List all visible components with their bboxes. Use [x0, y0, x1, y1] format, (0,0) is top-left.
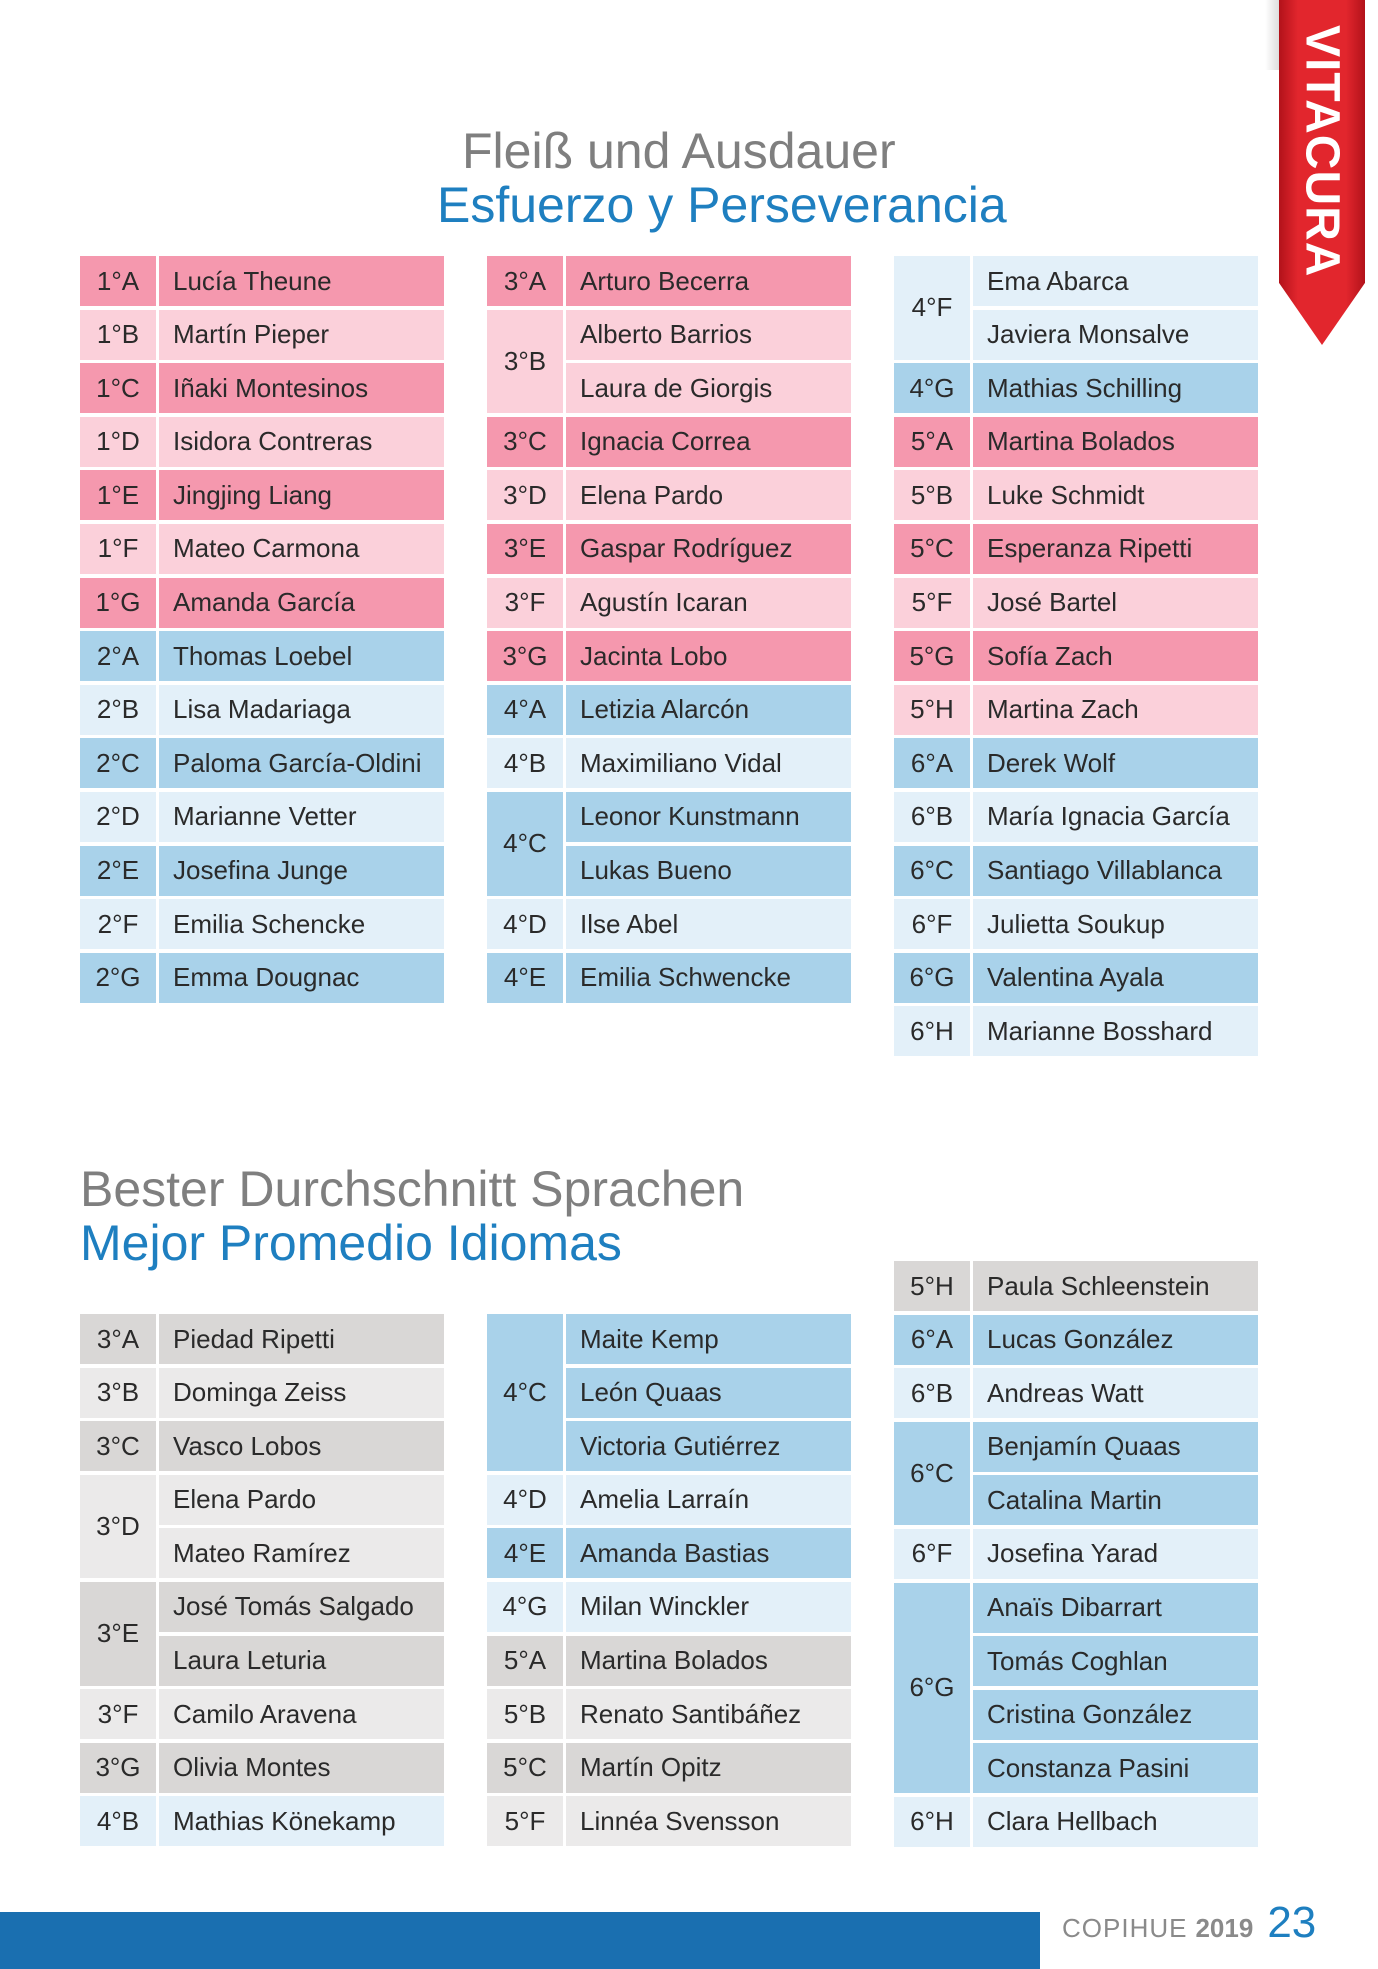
table-row: [487, 1582, 851, 1632]
table-row: [894, 578, 1258, 628]
student-name: Martín Opitz: [566, 1743, 851, 1793]
table-row: [894, 953, 1258, 1003]
class-label: 6°G: [894, 1583, 970, 1794]
section2-column-2: [487, 1314, 851, 1850]
class-label: 2°G: [80, 953, 156, 1003]
table-row: [80, 417, 444, 467]
class-label: 6°B: [894, 1368, 970, 1418]
student-name: Sofía Zach: [973, 631, 1258, 681]
class-label: 4°D: [487, 1475, 563, 1525]
section2-title-spanish: Mejor Promedio Idiomas: [80, 1215, 622, 1271]
table-row: [487, 1796, 851, 1846]
table-row: [80, 792, 444, 842]
table-row: [894, 363, 1258, 413]
class-label: 5°H: [894, 1261, 970, 1311]
student-name: Benjamín Quaas: [973, 1422, 1258, 1472]
student-name: Amanda Bastias: [566, 1528, 851, 1578]
table-row: [487, 1636, 851, 1686]
class-label: 5°H: [894, 685, 970, 735]
class-label: 3°B: [80, 1368, 156, 1418]
class-label: 1°G: [80, 578, 156, 628]
table-row: [80, 1475, 444, 1579]
table-row: [487, 1475, 851, 1525]
section1-column-3: [894, 256, 1258, 1060]
student-name: Laura Leturia: [159, 1636, 444, 1686]
table-row: [80, 1314, 444, 1364]
class-label: 6°C: [894, 846, 970, 896]
class-label: 1°C: [80, 363, 156, 413]
class-label: 2°D: [80, 792, 156, 842]
student-name: Mateo Carmona: [159, 524, 444, 574]
class-label: 2°E: [80, 846, 156, 896]
student-name: María Ignacia García: [973, 792, 1258, 842]
class-label: 3°E: [487, 524, 563, 574]
class-label: 4°C: [487, 1314, 563, 1471]
student-name: Victoria Gutiérrez: [566, 1421, 851, 1471]
student-name: Linnéa Svensson: [566, 1796, 851, 1846]
table-row: [80, 363, 444, 413]
class-label: 1°E: [80, 470, 156, 520]
student-name: Josefina Junge: [159, 846, 444, 896]
table-row: [894, 1529, 1258, 1579]
student-name: Amanda García: [159, 578, 444, 628]
student-name: Maximiliano Vidal: [566, 738, 851, 788]
student-name: Renato Santibáñez: [566, 1689, 851, 1739]
class-label: 3°F: [80, 1689, 156, 1739]
class-label: 2°C: [80, 738, 156, 788]
class-label: 3°D: [80, 1475, 156, 1579]
student-name: Marianne Bosshard: [973, 1006, 1258, 1056]
class-label: 1°A: [80, 256, 156, 306]
class-label: 4°G: [894, 363, 970, 413]
table-row: [894, 738, 1258, 788]
table-row: [80, 1368, 444, 1418]
table-row: [487, 738, 851, 788]
student-name: Valentina Ayala: [973, 953, 1258, 1003]
student-name: León Quaas: [566, 1368, 851, 1418]
table-row: [894, 1422, 1258, 1526]
student-name: Mathias Könekamp: [159, 1796, 444, 1846]
table-row: [894, 1006, 1258, 1056]
table-row: [487, 417, 851, 467]
student-name: Santiago Villablanca: [973, 846, 1258, 896]
table-row: [894, 846, 1258, 896]
class-label: 6°H: [894, 1797, 970, 1847]
table-row: [487, 899, 851, 949]
student-name: Lukas Bueno: [566, 846, 851, 896]
student-name: Leonor Kunstmann: [566, 792, 851, 842]
table-row: [894, 524, 1258, 574]
student-name: Martina Zach: [973, 685, 1258, 735]
student-name: Laura de Giorgis: [566, 363, 851, 413]
student-names: [973, 1422, 1258, 1526]
class-label: 1°F: [80, 524, 156, 574]
class-label: 3°B: [487, 310, 563, 414]
table-row: [894, 685, 1258, 735]
class-label: 2°B: [80, 685, 156, 735]
table-row: [80, 899, 444, 949]
class-label: 5°F: [487, 1796, 563, 1846]
student-name: Martín Pieper: [159, 310, 444, 360]
table-row: [487, 631, 851, 681]
student-name: Josefina Yarad: [973, 1529, 1258, 1579]
table-row: [487, 578, 851, 628]
ribbon-label: VITACURA: [1295, 25, 1349, 278]
section1-title-german: Fleiß und Ausdauer: [462, 123, 896, 179]
table-row: [894, 417, 1258, 467]
class-label: 3°C: [487, 417, 563, 467]
student-name: Paloma García-Oldini: [159, 738, 444, 788]
student-name: Emilia Schwencke: [566, 953, 851, 1003]
student-name: Catalina Martin: [973, 1475, 1258, 1525]
student-name: Emma Dougnac: [159, 953, 444, 1003]
table-row: [80, 1689, 444, 1739]
class-label: 3°D: [487, 470, 563, 520]
table-row: [487, 1743, 851, 1793]
table-row: [80, 1796, 444, 1846]
page-footer: [1062, 1898, 1316, 1958]
student-name: Ilse Abel: [566, 899, 851, 949]
table-row: [487, 792, 851, 896]
class-label: 5°G: [894, 631, 970, 681]
student-name: Milan Winckler: [566, 1582, 851, 1632]
student-name: Ema Abarca: [973, 256, 1258, 306]
class-label: 5°B: [894, 470, 970, 520]
student-name: Lisa Madariaga: [159, 685, 444, 735]
table-row: [80, 631, 444, 681]
student-name: Agustín Icaran: [566, 578, 851, 628]
table-row: [487, 524, 851, 574]
class-label: 4°E: [487, 953, 563, 1003]
table-row: [80, 1421, 444, 1471]
student-name: Olivia Montes: [159, 1743, 444, 1793]
student-name: Javiera Monsalve: [973, 310, 1258, 360]
table-row: [80, 1743, 444, 1793]
student-name: Esperanza Ripetti: [973, 524, 1258, 574]
footer-bar: [0, 1912, 1040, 1969]
student-name: José Tomás Salgado: [159, 1582, 444, 1632]
student-name: Piedad Ripetti: [159, 1314, 444, 1364]
table-row: [894, 899, 1258, 949]
student-names: [973, 256, 1258, 360]
student-name: Anaïs Dibarrart: [973, 1583, 1258, 1633]
table-row: [894, 1261, 1258, 1311]
table-row: [80, 953, 444, 1003]
class-label: 5°C: [894, 524, 970, 574]
table-row: [894, 1315, 1258, 1365]
table-row: [487, 685, 851, 735]
student-name: Cristina González: [973, 1690, 1258, 1740]
class-label: 5°C: [487, 1743, 563, 1793]
student-name: Maite Kemp: [566, 1314, 851, 1364]
class-label: 6°A: [894, 1315, 970, 1365]
student-name: Martina Bolados: [566, 1636, 851, 1686]
table-row: [80, 846, 444, 896]
student-name: Lucas González: [973, 1315, 1258, 1365]
page-number: 23: [1267, 1898, 1317, 1947]
class-label: 4°B: [80, 1796, 156, 1846]
class-label: 3°C: [80, 1421, 156, 1471]
student-names: [973, 1583, 1258, 1794]
class-label: 5°A: [894, 417, 970, 467]
class-label: 4°D: [487, 899, 563, 949]
table-row: [80, 524, 444, 574]
class-label: 4°B: [487, 738, 563, 788]
student-name: Marianne Vetter: [159, 792, 444, 842]
class-label: 3°A: [487, 256, 563, 306]
class-label: 5°F: [894, 578, 970, 628]
student-names: [566, 310, 851, 414]
section2-column-3: [894, 1261, 1258, 1851]
table-row: [80, 1582, 444, 1686]
class-label: 3°G: [80, 1743, 156, 1793]
table-row: [487, 1689, 851, 1739]
section1-title-spanish: Esfuerzo y Perseverancia: [437, 177, 1007, 233]
class-label: 3°G: [487, 631, 563, 681]
class-label: 6°C: [894, 1422, 970, 1526]
class-label: 6°B: [894, 792, 970, 842]
student-name: Vasco Lobos: [159, 1421, 444, 1471]
table-row: [487, 310, 851, 414]
student-name: Andreas Watt: [973, 1368, 1258, 1418]
student-name: Gaspar Rodríguez: [566, 524, 851, 574]
class-label: 6°F: [894, 899, 970, 949]
class-label: 3°E: [80, 1582, 156, 1686]
student-name: Thomas Loebel: [159, 631, 444, 681]
student-name: Mateo Ramírez: [159, 1528, 444, 1578]
class-label: 6°A: [894, 738, 970, 788]
class-label: 4°G: [487, 1582, 563, 1632]
class-label: 6°F: [894, 1529, 970, 1579]
table-row: [80, 685, 444, 735]
student-name: Luke Schmidt: [973, 470, 1258, 520]
student-name: Derek Wolf: [973, 738, 1258, 788]
class-label: 3°A: [80, 1314, 156, 1364]
table-row: [80, 738, 444, 788]
student-name: Elena Pardo: [159, 1475, 444, 1525]
table-row: [487, 470, 851, 520]
table-row: [80, 578, 444, 628]
table-row: [894, 631, 1258, 681]
student-name: Constanza Pasini: [973, 1743, 1258, 1793]
class-label: 6°H: [894, 1006, 970, 1056]
student-name: Tomás Coghlan: [973, 1636, 1258, 1686]
table-row: [487, 953, 851, 1003]
student-name: Elena Pardo: [566, 470, 851, 520]
magazine-year: 2019: [1195, 1913, 1254, 1943]
table-row: [894, 792, 1258, 842]
student-name: Jingjing Liang: [159, 470, 444, 520]
student-name: Martina Bolados: [973, 417, 1258, 467]
student-name: Mathias Schilling: [973, 363, 1258, 413]
table-row: [487, 256, 851, 306]
student-name: Alberto Barrios: [566, 310, 851, 360]
student-name: Paula Schleenstein: [973, 1261, 1258, 1311]
magazine-name: COPIHUE: [1062, 1913, 1188, 1943]
class-label: 6°G: [894, 953, 970, 1003]
section2-title-german: Bester Durchschnitt Sprachen: [80, 1161, 745, 1217]
class-label: 5°A: [487, 1636, 563, 1686]
class-label: 5°B: [487, 1689, 563, 1739]
table-row: [80, 256, 444, 306]
class-label: 4°A: [487, 685, 563, 735]
student-name: Emilia Schencke: [159, 899, 444, 949]
class-label: 1°D: [80, 417, 156, 467]
class-label: 4°C: [487, 792, 563, 896]
table-row: [80, 310, 444, 360]
student-name: Letizia Alarcón: [566, 685, 851, 735]
table-row: [894, 1368, 1258, 1418]
student-names: [566, 1314, 851, 1471]
class-label: 1°B: [80, 310, 156, 360]
table-row: [894, 1797, 1258, 1847]
class-label: 2°A: [80, 631, 156, 681]
student-name: Clara Hellbach: [973, 1797, 1258, 1847]
section1-column-2: [487, 256, 851, 1006]
student-name: Jacinta Lobo: [566, 631, 851, 681]
student-name: Dominga Zeiss: [159, 1368, 444, 1418]
section2-column-1: [80, 1314, 444, 1850]
student-name: Ignacia Correa: [566, 417, 851, 467]
student-name: Iñaki Montesinos: [159, 363, 444, 413]
student-name: Lucía Theune: [159, 256, 444, 306]
table-row: [894, 256, 1258, 360]
student-names: [159, 1475, 444, 1579]
table-row: [894, 470, 1258, 520]
student-names: [566, 792, 851, 896]
table-row: [487, 1314, 851, 1471]
student-name: Julietta Soukup: [973, 899, 1258, 949]
section1-column-1: [80, 256, 444, 1006]
class-label: 3°F: [487, 578, 563, 628]
student-name: Isidora Contreras: [159, 417, 444, 467]
class-label: 2°F: [80, 899, 156, 949]
table-row: [80, 470, 444, 520]
table-row: [894, 1583, 1258, 1794]
student-name: Camilo Aravena: [159, 1689, 444, 1739]
student-names: [159, 1582, 444, 1686]
student-name: Arturo Becerra: [566, 256, 851, 306]
student-name: Amelia Larraín: [566, 1475, 851, 1525]
student-name: José Bartel: [973, 578, 1258, 628]
table-row: [487, 1528, 851, 1578]
class-label: 4°F: [894, 256, 970, 360]
class-label: 4°E: [487, 1528, 563, 1578]
